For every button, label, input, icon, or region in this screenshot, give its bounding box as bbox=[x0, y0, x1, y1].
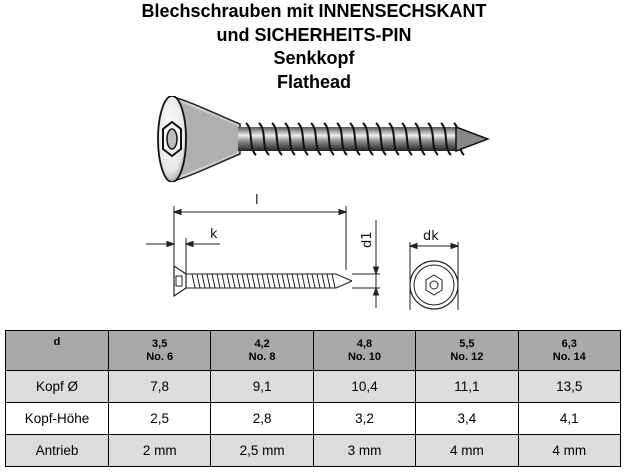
table-cell: 10,4 bbox=[313, 371, 415, 403]
table-cell: 2,5 mm bbox=[211, 435, 313, 467]
dimension-label-l: l bbox=[255, 193, 259, 208]
dimension-label-k: k bbox=[210, 227, 218, 242]
row-label: Antrieb bbox=[6, 435, 109, 467]
title-line-2: und SICHERHEITS-PIN bbox=[216, 24, 412, 45]
column-header: 3,5 No. 6 bbox=[109, 331, 211, 371]
column-header: 5,5 No. 12 bbox=[416, 331, 518, 371]
table-cell: 2,5 bbox=[109, 403, 211, 435]
table-cell: 2,8 bbox=[211, 403, 313, 435]
table-cell: 7,8 bbox=[109, 371, 211, 403]
column-header: 6,3 No. 14 bbox=[518, 331, 620, 371]
table-row bbox=[6, 435, 621, 467]
row-label: Kopf-Höhe bbox=[6, 403, 109, 435]
table-cell: 9,1 bbox=[211, 371, 313, 403]
screw-illustration bbox=[150, 96, 490, 182]
table-cell: 4,1 bbox=[518, 403, 620, 435]
table-corner-label: d bbox=[6, 331, 109, 371]
table-cell: 3,4 bbox=[416, 403, 518, 435]
table-header-row bbox=[6, 331, 621, 371]
table-row bbox=[6, 403, 621, 435]
drawing-threads bbox=[192, 274, 335, 288]
title-line-3: Senkkopf bbox=[273, 48, 355, 68]
title-line-4: Flathead bbox=[276, 71, 351, 92]
title-line-1: Blechschrauben mit INNENSECHSKANT bbox=[141, 1, 487, 21]
table-cell: 3,2 bbox=[313, 403, 415, 435]
table-cell: 13,5 bbox=[518, 371, 620, 403]
table-cell: 4 mm bbox=[416, 435, 518, 467]
spec-table bbox=[5, 330, 621, 467]
page-header bbox=[0, 0, 628, 94]
column-header: 4,8 No. 10 bbox=[313, 331, 415, 371]
dimension-label-dk: dk bbox=[423, 229, 439, 244]
row-label: Kopf Ø bbox=[6, 371, 109, 403]
table-cell: 3 mm bbox=[313, 435, 415, 467]
table-cell: 11,1 bbox=[416, 371, 518, 403]
dimension-label-d1: d1 bbox=[360, 231, 375, 248]
table-row bbox=[6, 371, 621, 403]
table-cell: 4 mm bbox=[518, 435, 620, 467]
column-header: 4,2 No. 8 bbox=[211, 331, 313, 371]
technical-drawing bbox=[140, 190, 480, 320]
table-cell: 2 mm bbox=[109, 435, 211, 467]
